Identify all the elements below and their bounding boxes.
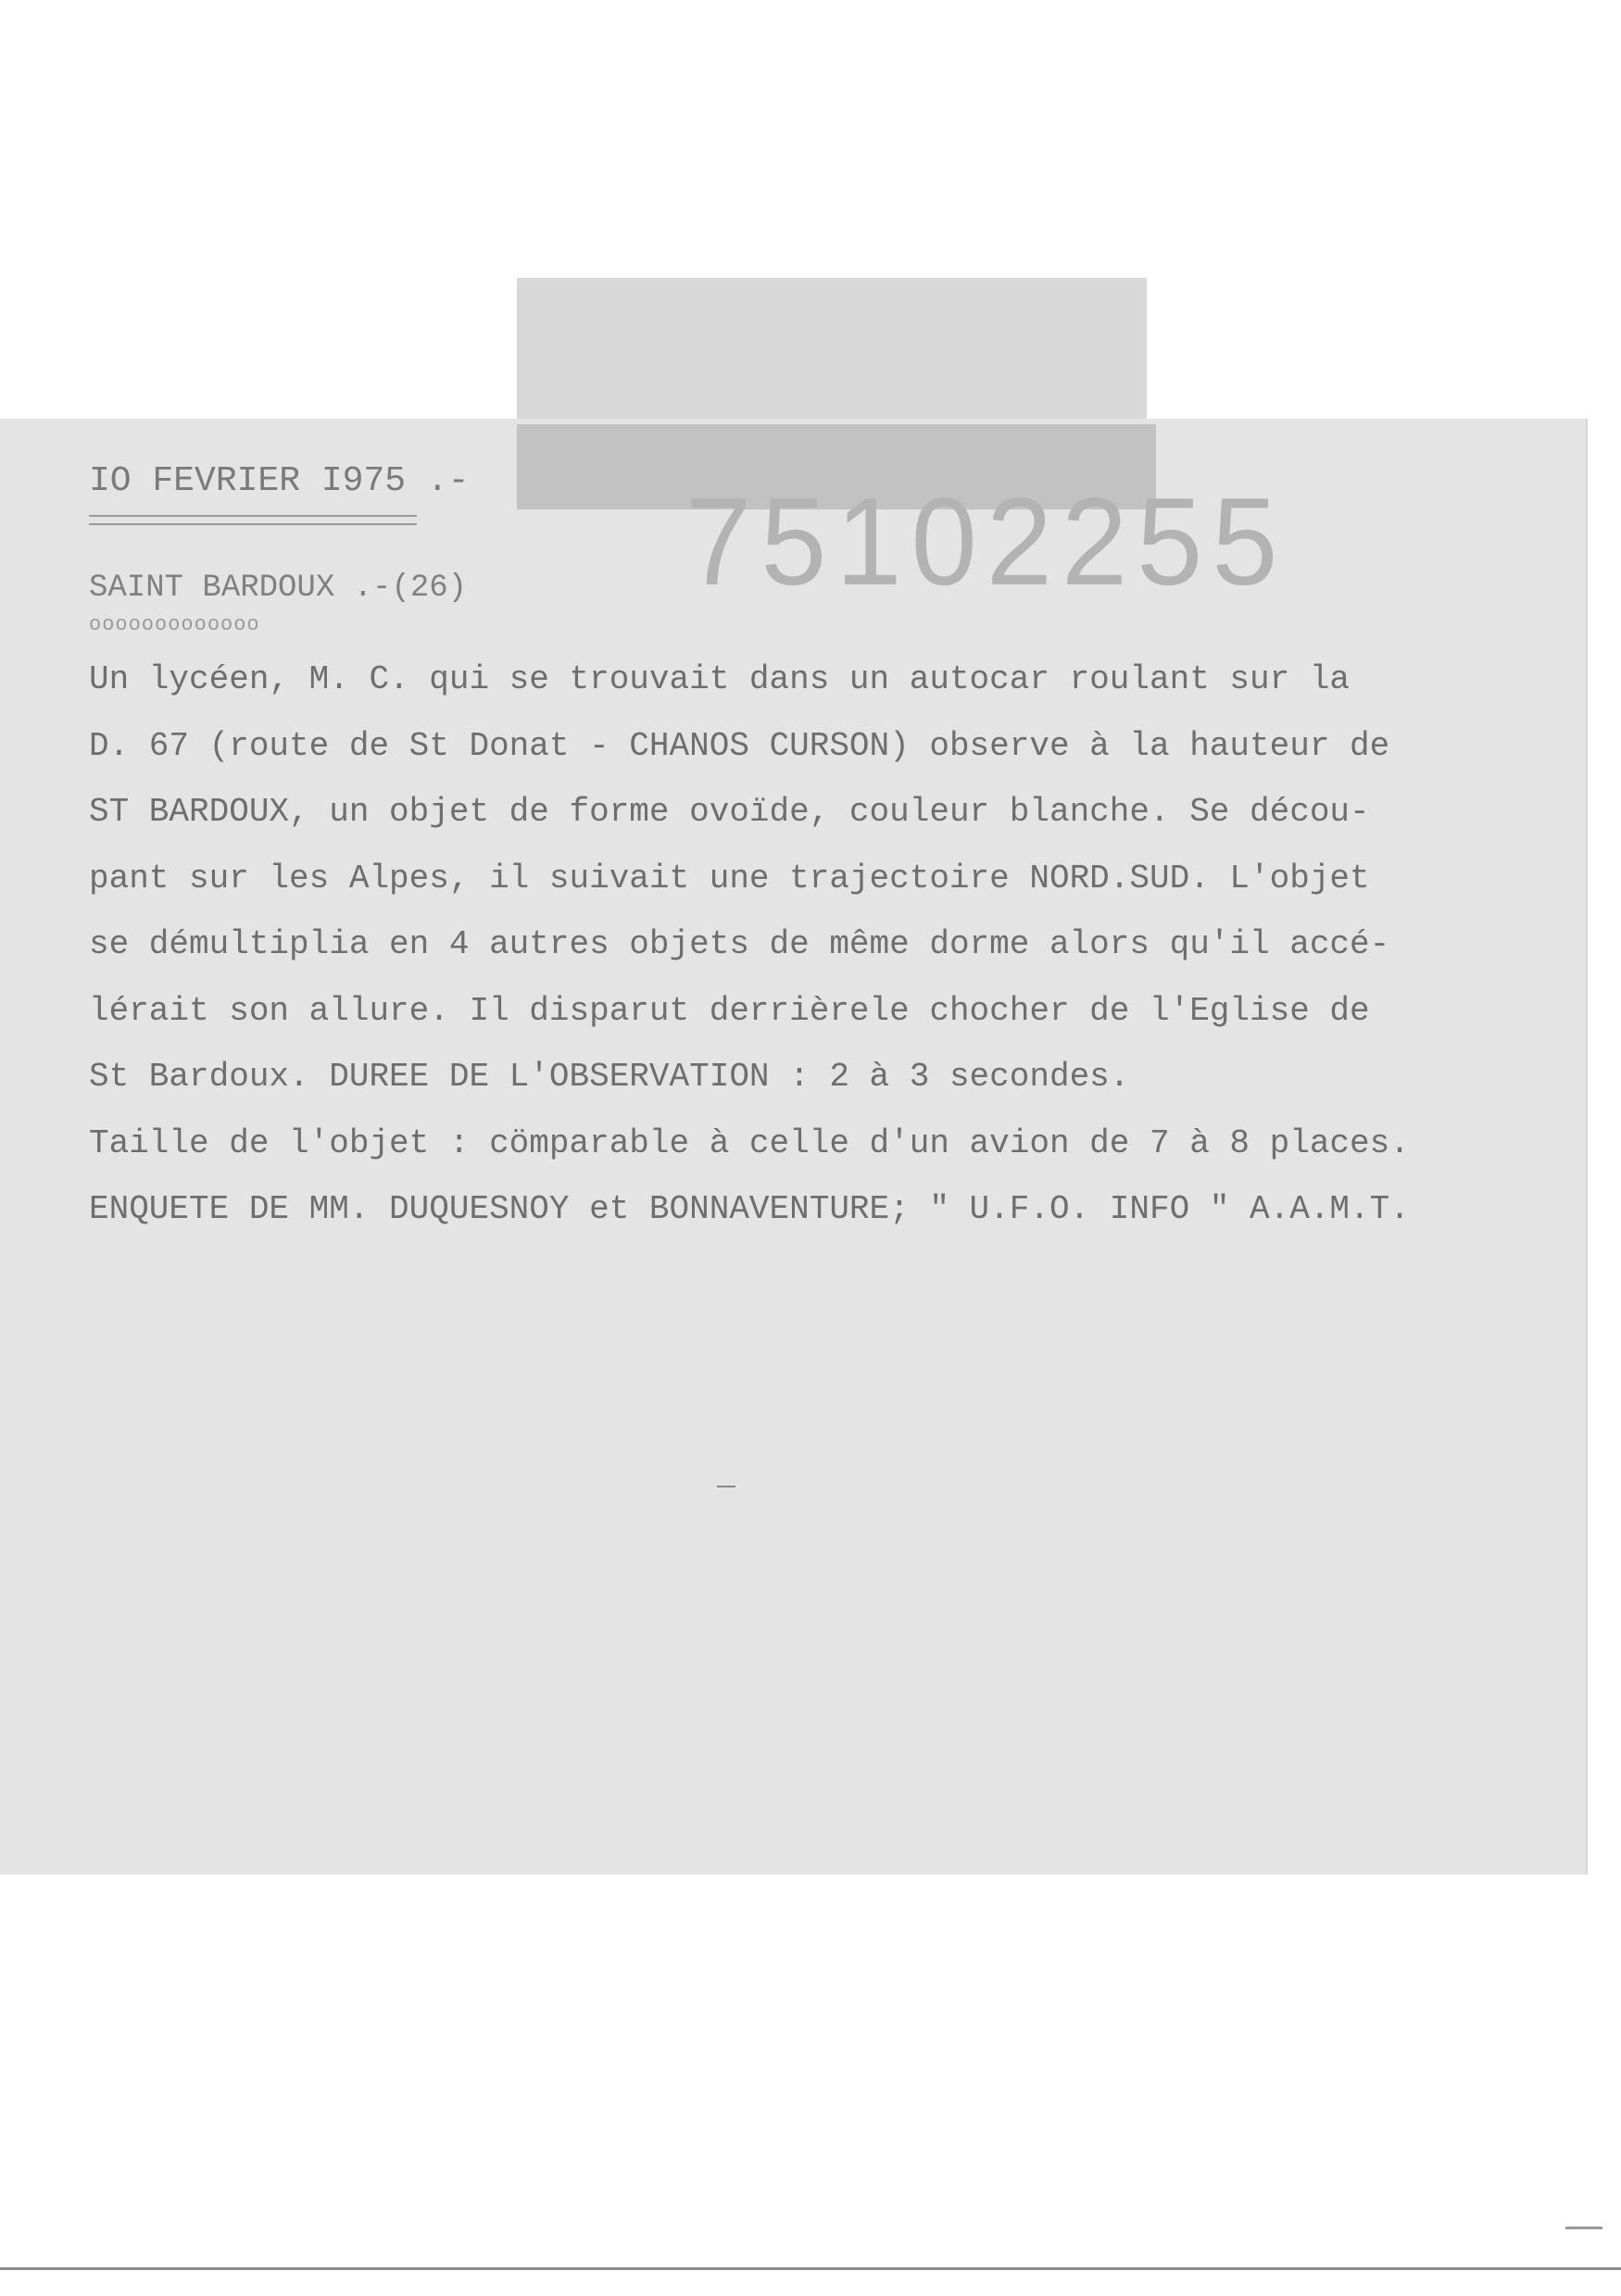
location-ornament: ooooooooooooo [89, 613, 260, 636]
report-location: SAINT BARDOUX .-(26) [89, 571, 468, 606]
scan-bottom-edge [0, 2267, 1621, 2270]
edge-mark [1565, 2227, 1602, 2229]
report-line: se démultiplia en 4 autres objets de même dorme alors qu'il accé- [89, 925, 1390, 963]
adhesive-tape [517, 278, 1147, 424]
report-line: Un lycéen, M. C. qui se trouvait dans un autocar roulant sur la [89, 660, 1351, 698]
report-line: D. 67 (route de St Donat - CHANOS CURSON) observe à la hauteur de [89, 726, 1390, 765]
report-line: pant sur les Alpes, il suivait une trajectoire NORD.SUD. L'objet [89, 859, 1370, 897]
report-date: IO FEVRIER I975 .- [89, 461, 470, 501]
archive-stamp-number: 75102255 [685, 472, 1288, 612]
stray-mark [717, 1486, 735, 1487]
report-line: ENQUETE DE MM. DUQUESNOY et BONNAVENTURE; " U.F.O. INFO " A.A.M.T. [89, 1190, 1410, 1228]
report-body [89, 646, 1534, 1243]
report-line: ST BARDOUX, un objet de forme ovoïde, couleur blanche. Se décou- [89, 793, 1370, 831]
report-line: St Bardoux. DUREE DE L'OBSERVATION : 2 à 3 secondes. [89, 1058, 1130, 1096]
date-underline [89, 515, 417, 525]
report-line: Taille de l'objet : cömparable à celle d'un avion de 7 à 8 places. [89, 1123, 1410, 1162]
report-line: lérait son allure. Il disparut derrièrele chocher de l'Eglise de [89, 991, 1370, 1030]
